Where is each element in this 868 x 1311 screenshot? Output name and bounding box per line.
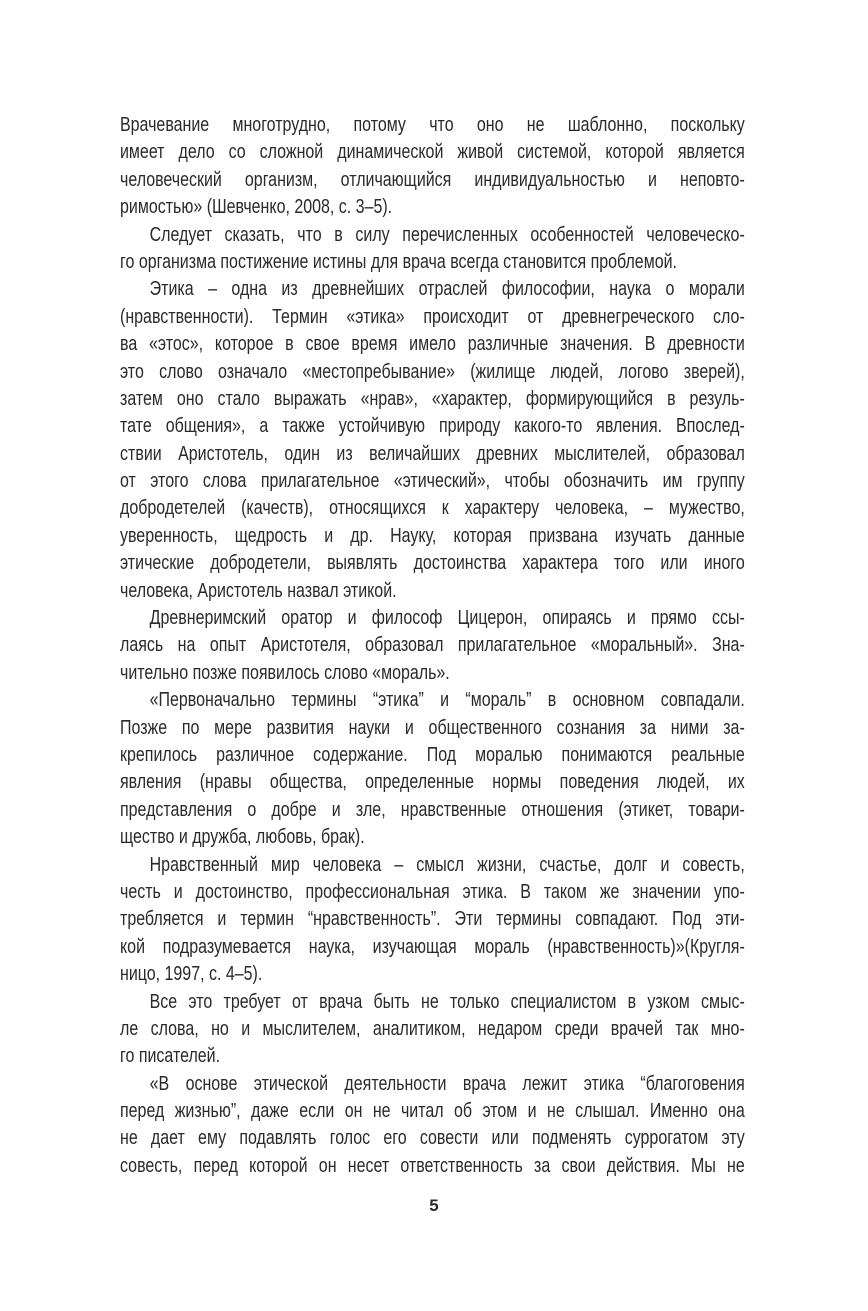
paragraph: [120, 604, 745, 686]
text-line: Нравственный мир человека – смысл жизни, счастье, долг и совесть,: [149, 852, 745, 876]
text-line: Все это требует от врача быть не только специалистом в узком смыс-: [149, 989, 745, 1013]
text-line: (нравственности). Термин «этика» происходит от древнегреческого сло-: [120, 304, 745, 328]
text-line: чительно позже появилось слово «мораль».: [120, 660, 450, 684]
text-line: перед жизнью”, даже если он не читал об этом и не слышал. Именно она: [120, 1099, 745, 1123]
text-line: требляется и термин “нравственность”. Эти термины совпадают. Под эти-: [120, 907, 745, 931]
text-line: Врачевание многотрудно, потому что оно не шаблонно, поскольку: [120, 113, 745, 136]
text-line: имеет дело со сложной динамической живой системой, которой является: [120, 140, 745, 164]
text-line: Древнеримский оратор и философ Цицерон, опираясь и прямо ссы-: [149, 606, 745, 630]
paragraph: [120, 111, 745, 221]
page-number: 5: [429, 1196, 439, 1215]
text-line: кой подразумевается наука, изучающая мораль (нравственность)»(Кругля-: [120, 934, 745, 958]
paragraph: [120, 221, 745, 276]
text-line: представления о добре и зле, нравственные отношения (этикет, товари-: [120, 797, 745, 821]
text-line: ствии Аристотель, один из величайших древних мыслителей, образовал: [120, 441, 745, 465]
text-line: ницо, 1997, с. 4–5).: [120, 962, 263, 986]
text-line: крепилось различное содержание. Под моралью понимаются реальные: [120, 742, 745, 766]
body-text: [120, 111, 745, 1179]
paragraph: [120, 988, 745, 1070]
text-line: ле слова, но и мыслителем, аналитиком, недаром среди врачей так мно-: [120, 1016, 745, 1040]
text-line: человеческий организм, отличающийся индивидуальностью и неповто-: [120, 167, 745, 191]
text-line: это слово означало «местопребывание» (жилище людей, логово зверей),: [120, 359, 745, 383]
text-line: римостью» (Шевченко, 2008, с. 3–5).: [120, 195, 393, 219]
text-line: тате общения», а также устойчивую природу какого-то явления. Впослед-: [120, 414, 745, 438]
text-line: человека, Аристотель назвал этикой.: [120, 578, 397, 602]
text-line: ва «этос», которое в свое время имело различные значения. В древности: [120, 332, 745, 356]
text-line: затем оно стало выражать «нрав», «характер, формирующийся в резуль-: [120, 386, 745, 410]
paragraph: [120, 851, 745, 988]
text-line: щество и дружба, любовь, брак).: [120, 825, 365, 849]
text-line: явления (нравы общества, определенные нормы поведения людей, их: [120, 770, 745, 794]
text-line: не дает ему подавлять голос его совести или подменять суррогатом эту: [120, 1126, 745, 1150]
text-line: Следует сказать, что в силу перечисленных особенностей человеческо-: [149, 222, 745, 246]
text-line: добродетелей (качеств), относящихся к характеру человека, – мужество,: [120, 496, 745, 520]
text-line: совесть, перед которой он несет ответственность за свои действия. Мы не: [120, 1153, 745, 1177]
text-line: Позже по мере развития науки и общественного сознания за ними за-: [120, 715, 745, 739]
text-line: честь и достоинство, профессиональная этика. В таком же значении упо-: [120, 879, 745, 903]
text-line: от этого слова прилагательное «этический», чтобы обозначить им группу: [120, 469, 745, 493]
text-line: лаясь на опыт Аристотеля, образовал прилагательное «моральный». Зна-: [120, 633, 745, 657]
paragraph: [120, 1070, 745, 1180]
paragraph: [120, 686, 745, 850]
text-line: уверенность, щедрость и др. Науку, которая призвана изучать данные: [120, 523, 745, 547]
text-line: этические добродетели, выявлять достоинства характера того или иного: [120, 551, 745, 575]
text-line: «В основе этической деятельности врача лежит этика “благоговения: [149, 1071, 745, 1095]
text-line: Этика – одна из древнейших отраслей философии, наука о морали: [149, 277, 745, 301]
text-line: «Первоначально термины “этика” и “мораль” в основном совпадали.: [149, 688, 745, 712]
paragraph: [120, 275, 745, 604]
text-line: го писателей.: [120, 1044, 221, 1068]
text-line: го организма постижение истины для врача всегда становится проблемой.: [120, 249, 677, 273]
